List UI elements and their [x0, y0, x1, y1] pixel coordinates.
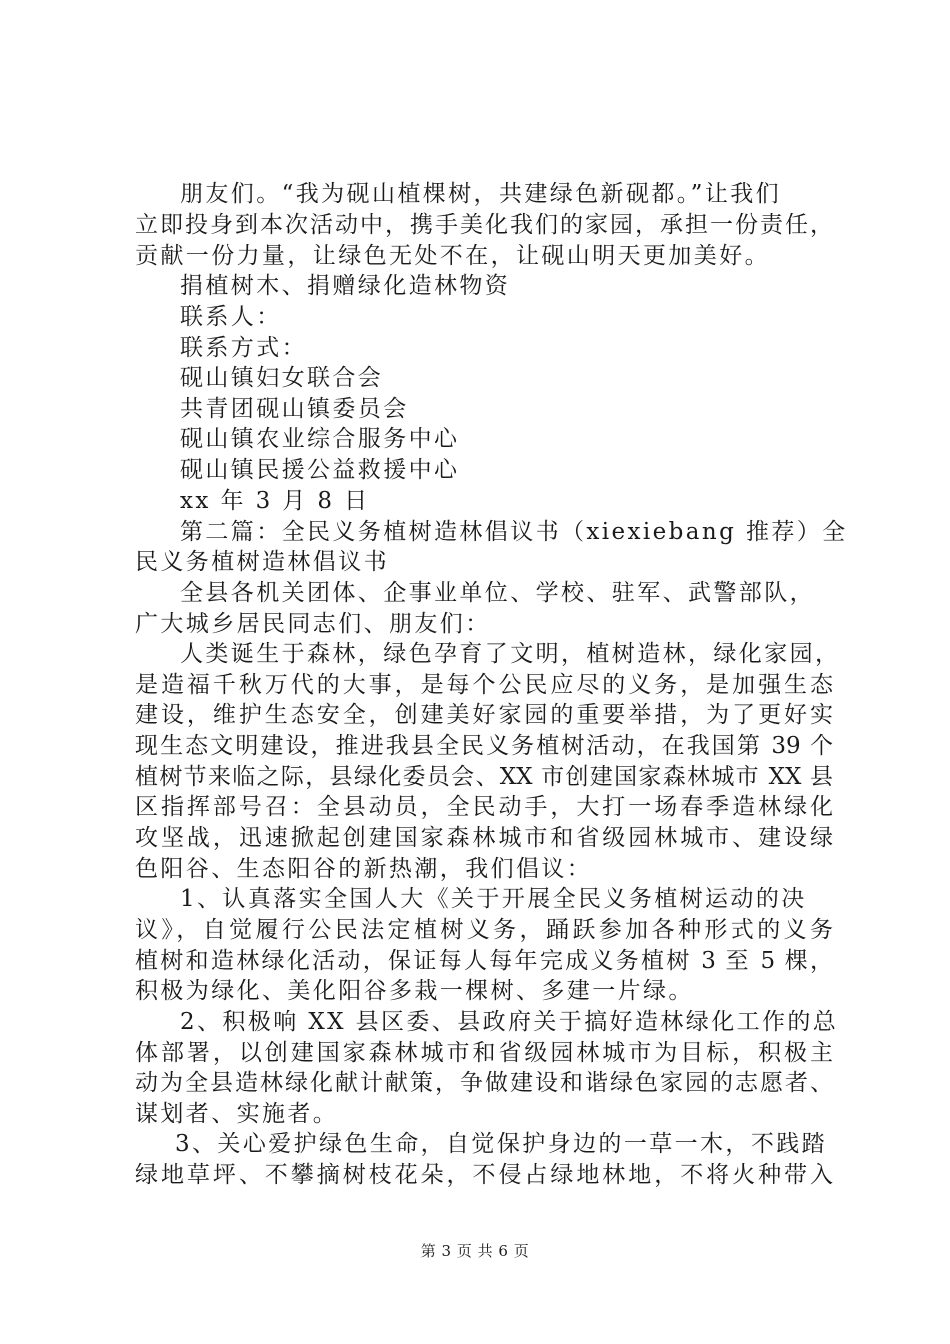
paragraph-line: 是造福千秋万代的大事，是每个公民应尽的义务，是加强生态: [135, 672, 833, 698]
paragraph-line: 体部署，以创建国家森林城市和省级园林城市为目标，积极主: [135, 1040, 833, 1066]
date-line: xx 年 3 月 8 日: [180, 488, 370, 514]
section-title: 第二篇：全民义务植树造林倡议书（xiexiebang 推荐）全: [180, 519, 848, 545]
proposal-item: 1、认真落实全国人大《关于开展全民义务植树运动的决: [180, 886, 807, 912]
contact-person-label: 联系人：: [180, 304, 282, 330]
organization-name: 砚山镇民援公益救援中心: [180, 457, 460, 483]
paragraph-line: 广大城乡居民同志们、朋友们：: [135, 611, 491, 637]
paragraph-line: 谋划者、实施者。: [135, 1101, 339, 1127]
paragraph-line: 议》，自觉履行公民法定植树义务，踊跃参加各种形式的义务: [135, 917, 833, 943]
paragraph-line: 动为全县造林绿化献计献策，争做建设和谐绿色家园的志愿者、: [135, 1070, 833, 1096]
paragraph-line: 区指挥部号召：全县动员，全民动手，大打一场春季造林绿化: [135, 794, 833, 820]
paragraph-line: 人类诞生于森林，绿色孕育了文明，植树造林，绿化家园，: [180, 641, 841, 667]
paragraph-line: 色阳谷、生态阳谷的新热潮，我们倡议：: [135, 856, 593, 882]
proposal-item: 3、关心爱护绿色生命，自觉保护身边的一草一木，不践踏: [175, 1131, 828, 1157]
paragraph-line: 全县各机关团体、企事业单位、学校、驻军、武警部队，: [180, 580, 815, 606]
paragraph-line: 建设，维护生态安全，创建美好家园的重要举措，为了更好实: [135, 702, 833, 728]
paragraph-line: 积极为绿化、美化阳谷多栽一棵树、多建一片绿。: [135, 978, 694, 1004]
organization-name: 共青团砚山镇委员会: [180, 396, 409, 422]
paragraph-line: 立即投身到本次活动中，携手美化我们的家园，承担一份责任，: [135, 212, 833, 238]
paragraph-line: 贡献一份力量，让绿色无处不在，让砚山明天更加美好。: [135, 243, 770, 269]
proposal-item: 2、积极响 XX 县区委、县政府关于搞好造林绿化工作的总: [180, 1009, 839, 1035]
contact-method-label: 联系方式：: [180, 335, 307, 361]
organization-name: 砚山镇农业综合服务中心: [180, 426, 460, 452]
paragraph-line: 绿地草坪、不攀摘树枝花朵，不侵占绿地林地，不将火种带入: [135, 1162, 833, 1188]
paragraph-line: 植树节来临之际，县绿化委员会、XX 市创建国家森林城市 XX 县: [135, 764, 833, 790]
organization-name: 砚山镇妇女联合会: [180, 365, 384, 391]
section-title: 民义务植树造林倡议书: [135, 549, 389, 575]
page-number-footer: 第 3 页 共 6 页: [420, 1242, 530, 1260]
paragraph-line: 攻坚战，迅速掀起创建国家森林城市和省级园林城市、建设绿: [135, 825, 833, 851]
paragraph-line: 朋友们。“我为砚山植棵树，共建绿色新砚都。”让我们: [180, 181, 782, 207]
paragraph-line: 捐植树木、捐赠绿化造林物资: [180, 273, 511, 299]
paragraph-line: 植树和造林绿化活动，保证每人每年完成义务植树 3 至 5 棵，: [135, 948, 833, 974]
paragraph-line: 现生态文明建设，推进我县全民义务植树活动，在我国第 39 个: [135, 733, 833, 759]
